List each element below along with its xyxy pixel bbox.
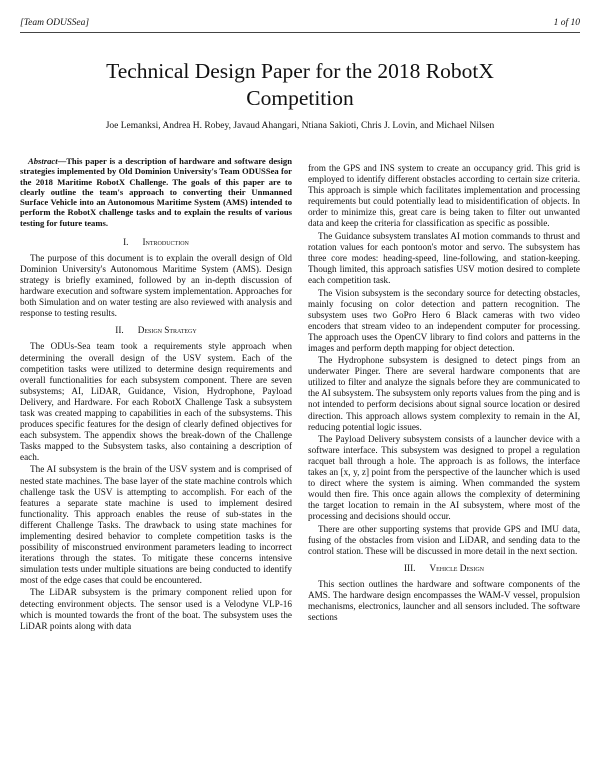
- section-number: II.: [115, 325, 124, 336]
- paragraph: The purpose of this document is to explain the overall design of Old Dominion University's Autonomous Maritime System (AMS). Design strategy is briefly examined, followed by an in-depth discussion of hardware execution and software system implementation. Approaches for both Simulation and on water testing are also reviewed with analysis and response to testing results.: [20, 253, 292, 319]
- paragraph: The Hydrophone subsystem is designed to detect pings from an underwater Pinger. There are several hardware components that are utilized to filter and analyze the signals before they are communicated to the AI subsystem. The subsystem only reports values from the ping and is not intended to perform decisions about signal source location or desired direction. This approach allows system complexity to remain in the AI, reducing potential logic issues.: [308, 355, 580, 432]
- paragraph: The AI subsystem is the brain of the USV system and is comprised of nested state machines. The base layer of the state machine controls which challenge task the USV is attempting to accomplish. For each of the features a separate state machine is used to implement desired functionality. This approach enables the reuse of sub-states in the different Challenge Tasks. The drawback to using state machines for implementing desired behavior to complete competition tasks is the possibility of misconstrued environment parameters leading to incorrect iterations through the states. To mitigate these concerns intensive simulation tests under multiple situations are being conducted to identify most of the edge cases that could be encountered.: [20, 464, 292, 585]
- paragraph: The Payload Delivery subsystem consists of a launcher device with a software interface. This subsystem was designed to propel a regulation racquet ball through a hole. The approach is as follows, the interface takes an [x, y, z] point from the perspective of the launcher which is used to direct where the system is aiming. When commanded the system would then fire. This once again allows the complexity of determining the target location to remain in the AI subsystem, where most of the processing and decisions should occur.: [308, 434, 580, 522]
- paragraph: The ODUs-Sea team took a requirements style approach when determining the overall design of the USV system. Each of the competition tasks were utilized to determine design requirements and overall functionalities for each subsystem component. There are seven subsystems; AI, LiDAR, Guidance, Vision, Hydrophone, Payload Delivery, and Hardware. For each RobotX Challenge Task a subsystem task was created mapping to capabilities in each of the subsystems. This produces specific features for the design of clearly defined objectives for each subsystem. The appendix shows the break-down of the Challenge Tasks mapped to the Subsystem tasks, also containing a description of each.: [20, 341, 292, 462]
- paragraph: This section outlines the hardware and software components of the AMS. The hardware design encompasses the WAM-V vessel, propulsion mechanisms, electronics, launcher and all sensors included. The software sections: [308, 579, 580, 623]
- right-column: [308, 163, 580, 625]
- section-title: Vehicle Design: [429, 563, 485, 574]
- paper-title: Technical Design Paper for the 2018 RobotX Competition: [106, 59, 494, 110]
- section-heading-design-strategy: [20, 325, 292, 336]
- abstract-lead: Abstract: [28, 156, 58, 166]
- paragraph: The LiDAR subsystem is the primary component relied upon for detecting environment objects. The sensor used is a Velodyne VLP-16 which is mounted towards the front of the boat. The subsystem uses the LiDAR points along with data: [20, 587, 292, 631]
- left-column: [20, 156, 292, 633]
- abstract-text: —This paper is a description of hardware and software design strategies implemented by Old Dominion University's Team ODUSSea for the 2018 Maritime RobotX Challenge. The goals of this paper are to clearly outline the team's approach to converting their Unmanned Surface Vehicle into an Autonomous Maritime System (AMS) intended to perform the RobotX challenge tasks and to explain the results of various testing for future teams.: [20, 156, 292, 228]
- section-heading-introduction: [20, 237, 292, 248]
- author-list: Joe Lemanksi, Andrea H. Robey, Javaud Ahangari, Ntiana Sakioti, Chris J. Lovin, and Michael Nilsen: [105, 121, 495, 131]
- paragraph: There are other supporting systems that provide GPS and IMU data, fusing of the obstacles from vision and LiDAR, and sending data to the control station. These will be discussed in more detail in the next section.: [308, 524, 580, 557]
- paragraph: from the GPS and INS system to create an occupancy grid. This grid is employed to identify different obstacles according to certain size criteria. This approach is simple which facilitates implementation and processing requirements but could potentially lead to misidentification of objects. In order to minimize this, great care is being taken to filter out unwanted data and keep the criteria for classification as specific as possible.: [308, 163, 580, 229]
- section-title: Introduction: [142, 237, 189, 248]
- section-number: III.: [403, 563, 416, 574]
- running-header-team: [Team ODUSSea]: [20, 18, 90, 28]
- section-number: I.: [123, 237, 129, 248]
- paragraph: The Vision subsystem is the secondary source for detecting obstacles, mainly focusing on color detection and pattern recognition. The subsystem uses two GoPro Hero 6 Black cameras with two video encoders that stream video to an independent computer for processing. The approach uses the OpenCV library to find colors and patterns in the images and perform depth mapping for object detection.: [308, 287, 580, 353]
- page-number: 1 of 10: [553, 18, 580, 28]
- abstract: [20, 156, 292, 228]
- paragraph: The Guidance subsystem translates AI motion commands to thrust and rotation values for each pontoon's motor and servo. The subsystem has three core modes: heading-speed, line-following, and station-keeping. Though limited, this approach satisfies USV motion desired to complete each competition task.: [308, 230, 580, 285]
- header-rule: [20, 32, 580, 33]
- section-title: Design Strategy: [137, 325, 197, 336]
- section-heading-vehicle-design: [308, 563, 580, 574]
